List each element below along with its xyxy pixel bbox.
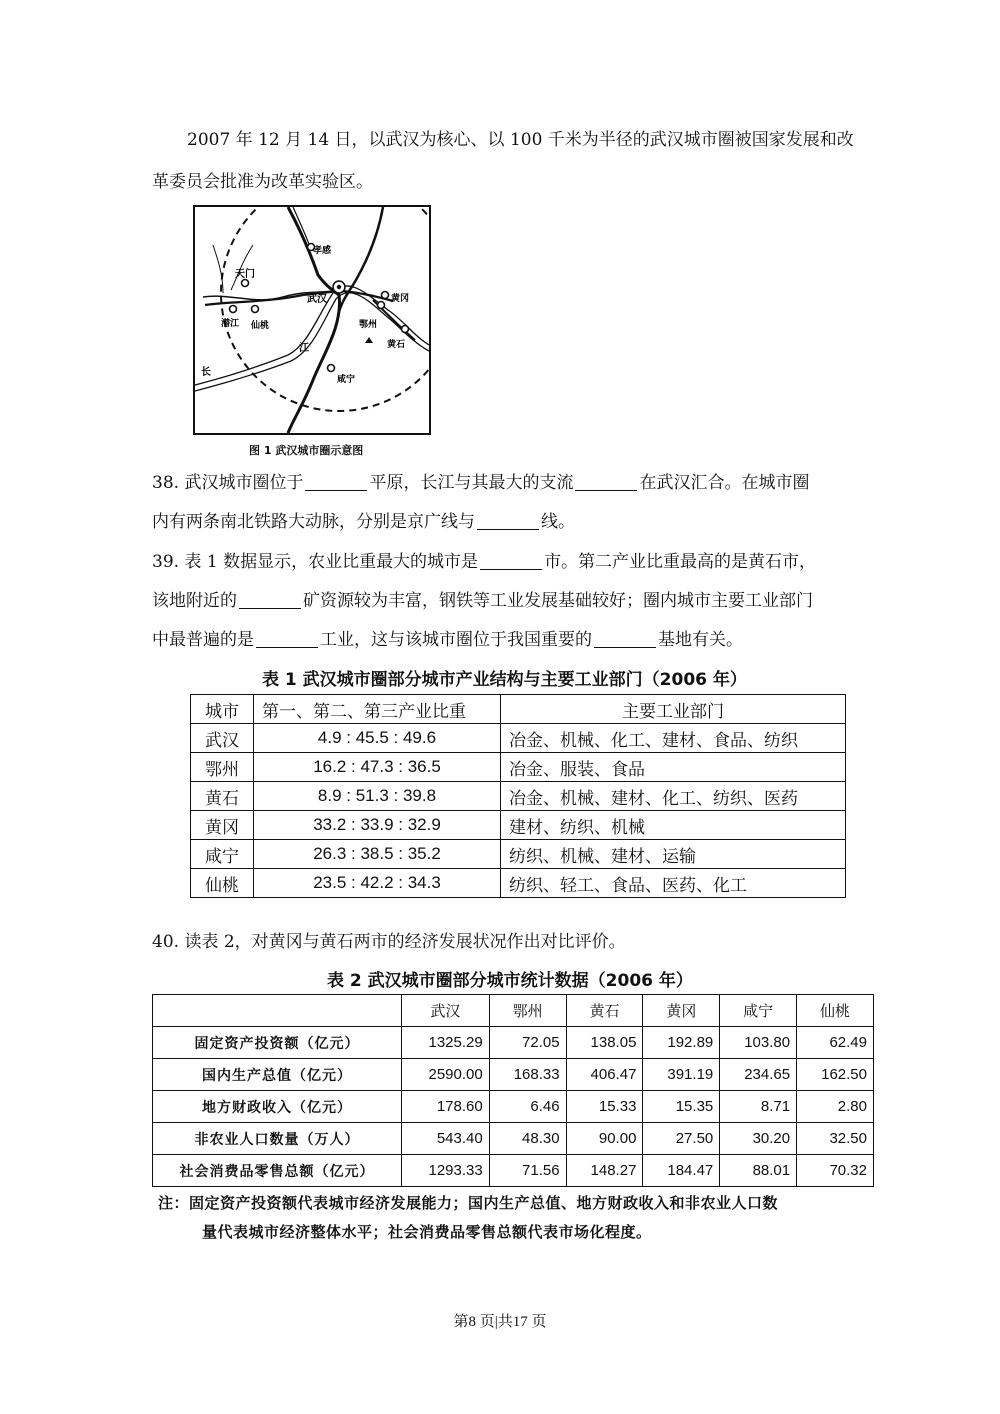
- q38-text-e: 线。: [541, 512, 575, 532]
- q39-text-g: 基地有关。: [658, 630, 743, 650]
- table1-header-city: 城市: [191, 695, 254, 724]
- table1-industry: 冶金、机械、建材、化工、纺织、医药: [501, 782, 846, 811]
- q39-text-e: 中最普遍的是: [152, 630, 254, 650]
- table2-cell: 543.40: [402, 1123, 490, 1155]
- label-xiantao: 仙桃: [251, 321, 270, 331]
- q39-line-3: [152, 630, 743, 650]
- map-svg: [193, 205, 431, 435]
- map-caption: 图 1 武汉城市圈示意图: [249, 444, 364, 457]
- huanggang-marker: [382, 292, 389, 299]
- table1: [190, 694, 846, 898]
- table1-ratio: 26.3 : 38.5 : 35.2: [254, 840, 501, 869]
- table2-header-empty: [153, 995, 402, 1027]
- table1-industry: 建材、纺织、机械: [501, 811, 846, 840]
- q38-text-a: 38. 武汉城市圈位于: [152, 473, 304, 493]
- intro-line-2: 革委员会批准为改革实验区。: [152, 172, 373, 192]
- label-tianmen: 天门: [235, 269, 255, 280]
- table-row: [153, 1155, 874, 1187]
- ezhou-marker: [378, 302, 385, 309]
- table2-cell: 30.20: [720, 1123, 797, 1155]
- table2-cell: 15.35: [643, 1091, 720, 1123]
- table2-cell: 2590.00: [402, 1059, 490, 1091]
- table-row: [191, 782, 846, 811]
- table2-cell: 406.47: [566, 1059, 643, 1091]
- table2-cell: 138.05: [566, 1027, 643, 1059]
- table1-industry: 冶金、服装、食品: [501, 753, 846, 782]
- label-xiaogan: 孝感: [313, 246, 332, 256]
- q38-line-1: [152, 473, 809, 493]
- xianning-marker: [328, 365, 335, 372]
- table2-row-label: 非农业人口数量（万人）: [153, 1123, 402, 1155]
- table1-city: 鄂州: [191, 753, 254, 782]
- table2-cell: 1325.29: [402, 1027, 490, 1059]
- table-row: [153, 1059, 874, 1091]
- table2-cell: 32.50: [797, 1123, 874, 1155]
- table2-cell: 6.46: [489, 1091, 566, 1123]
- table1-city: 仙桃: [191, 869, 254, 898]
- table2-cell: 168.33: [489, 1059, 566, 1091]
- table2-cell: 184.47: [643, 1155, 720, 1187]
- q39-blank-2[interactable]: [239, 592, 301, 609]
- table2-row-label: 社会消费品零售总额（亿元）: [153, 1155, 402, 1187]
- q38-blank-1[interactable]: [305, 474, 367, 491]
- table2-header-huanggang: 黄冈: [643, 995, 720, 1027]
- q38-text-d: 内有两条南北铁路大动脉，分别是京广线与: [152, 512, 475, 532]
- table1-city: 黄冈: [191, 811, 254, 840]
- label-chang: 长: [201, 367, 211, 378]
- table1-header-row: [191, 695, 846, 724]
- q39-text-b: 市。第二产业比重最高的是黄石市，: [544, 552, 817, 572]
- table1-ratio: 4.9 : 45.5 : 49.6: [254, 724, 501, 753]
- table2-cell: 162.50: [797, 1059, 874, 1091]
- table1-ratio: 8.9 : 51.3 : 39.8: [254, 782, 501, 811]
- table2-cell: 90.00: [566, 1123, 643, 1155]
- table2-cell: 27.50: [643, 1123, 720, 1155]
- table2-note-line-2: 量代表城市经济整体水平；社会消费品零售总额代表市场化程度。: [202, 1223, 652, 1241]
- table2-cell: 70.32: [797, 1155, 874, 1187]
- table1-header-industry: 主要工业部门: [501, 695, 846, 724]
- q39-text-c: 该地附近的: [152, 591, 237, 611]
- q39-line-2: [152, 591, 813, 611]
- q39-text-a: 39. 表 1 数据显示，农业比重最大的城市是: [152, 552, 479, 572]
- table1-title: 表 1 武汉城市圈部分城市产业结构与主要工业部门（2006 年）: [262, 670, 747, 690]
- q39-text-d: 矿资源较为丰富，钢铁等工业发展基础较好；圈内城市主要工业部门: [303, 591, 813, 611]
- page-footer: 第8 页|共17 页: [453, 1314, 547, 1330]
- table1-industry: 纺织、机械、建材、运输: [501, 840, 846, 869]
- table-row: [191, 753, 846, 782]
- label-wuhan: 武汉: [307, 294, 327, 305]
- q39-blank-3[interactable]: [256, 631, 318, 648]
- q38-blank-2[interactable]: [575, 474, 637, 491]
- table2: [152, 994, 874, 1187]
- label-xianning: 咸宁: [337, 375, 356, 385]
- table-row: [153, 1027, 874, 1059]
- table2-row-label: 地方财政收入（亿元）: [153, 1091, 402, 1123]
- table1-header-ratio: 第一、第二、第三产业比重: [254, 695, 501, 724]
- table1-ratio: 23.5 : 42.2 : 34.3: [254, 869, 501, 898]
- table2-cell: 178.60: [402, 1091, 490, 1123]
- label-jiang: 江: [299, 343, 309, 354]
- table2-note-line-1: 注：固定资产投资额代表城市经济发展能力；国内生产总值、地方财政收入和非农业人口数: [158, 1194, 779, 1212]
- table1-city: 黄石: [191, 782, 254, 811]
- table-row: [191, 724, 846, 753]
- tianmen-marker: [242, 280, 249, 287]
- table2-cell: 192.89: [643, 1027, 720, 1059]
- intro-line-1: 2007 年 12 月 14 日，以武汉为核心、以 100 千米为半径的武汉城市圈被国家发展和改: [187, 130, 854, 150]
- wuhan-marker-inner: [337, 285, 341, 289]
- q38-line-2: [152, 512, 575, 532]
- q38-blank-3[interactable]: [477, 513, 539, 530]
- label-huanggang: 黄冈: [391, 294, 410, 304]
- table2-cell: 72.05: [489, 1027, 566, 1059]
- q39-text-f: 工业，这与该城市圈位于我国重要的: [320, 630, 592, 650]
- qianjiang-marker: [230, 306, 237, 313]
- table1-ratio: 33.2 : 33.9 : 32.9: [254, 811, 501, 840]
- table2-row-label: 固定资产投资额（亿元）: [153, 1027, 402, 1059]
- q39-blank-1[interactable]: [480, 553, 542, 570]
- table2-cell: 62.49: [797, 1027, 874, 1059]
- table2-cell: 148.27: [566, 1155, 643, 1187]
- table2-header-xiantao: 仙桃: [797, 995, 874, 1027]
- table2-row-label: 国内生产总值（亿元）: [153, 1059, 402, 1091]
- table1-industry: 冶金、机械、化工、建材、食品、纺织: [501, 724, 846, 753]
- q39-blank-4[interactable]: [594, 631, 656, 648]
- q38-text-c: 在武汉汇合。在城市圈: [639, 473, 810, 493]
- table-row: [191, 869, 846, 898]
- table2-cell: 103.80: [720, 1027, 797, 1059]
- table2-cell: 2.80: [797, 1091, 874, 1123]
- table1-city: 武汉: [191, 724, 254, 753]
- table2-header-ezhou: 鄂州: [489, 995, 566, 1027]
- table-row: [191, 811, 846, 840]
- xiantao-marker: [252, 306, 259, 313]
- table2-cell: 8.71: [720, 1091, 797, 1123]
- table2-header-xianning: 咸宁: [720, 995, 797, 1027]
- label-huangshi: 黄石: [387, 340, 406, 350]
- table2-cell: 71.56: [489, 1155, 566, 1187]
- table-row: [153, 1091, 874, 1123]
- q40-text: 40. 读表 2，对黄冈与黄石两市的经济发展状况作出对比评价。: [152, 932, 626, 952]
- table2-cell: 391.19: [643, 1059, 720, 1091]
- table2-cell: 48.30: [489, 1123, 566, 1155]
- table2-header-wuhan: 武汉: [402, 995, 490, 1027]
- q39-line-1: [152, 552, 816, 572]
- q38-text-b: 平原，长江与其最大的支流: [369, 473, 574, 493]
- table-row: [191, 840, 846, 869]
- huangshi-marker: [402, 326, 409, 333]
- table2-cell: 15.33: [566, 1091, 643, 1123]
- wuhan-city-circle-map: [193, 205, 431, 435]
- table2-cell: 234.65: [720, 1059, 797, 1091]
- table2-title: 表 2 武汉城市圈部分城市统计数据（2006 年）: [327, 971, 693, 991]
- table1-city: 咸宁: [191, 840, 254, 869]
- table1-ratio: 16.2 : 47.3 : 36.5: [254, 753, 501, 782]
- table2-header-huangshi: 黄石: [566, 995, 643, 1027]
- table2-cell: 1293.33: [402, 1155, 490, 1187]
- table2-header-row: [153, 995, 874, 1027]
- table2-cell: 88.01: [720, 1155, 797, 1187]
- label-ezhou: 鄂州: [359, 320, 378, 330]
- label-qianjiang: 潜江: [221, 319, 240, 329]
- table1-industry: 纺织、轻工、食品、医药、化工: [501, 869, 846, 898]
- table-row: [153, 1123, 874, 1155]
